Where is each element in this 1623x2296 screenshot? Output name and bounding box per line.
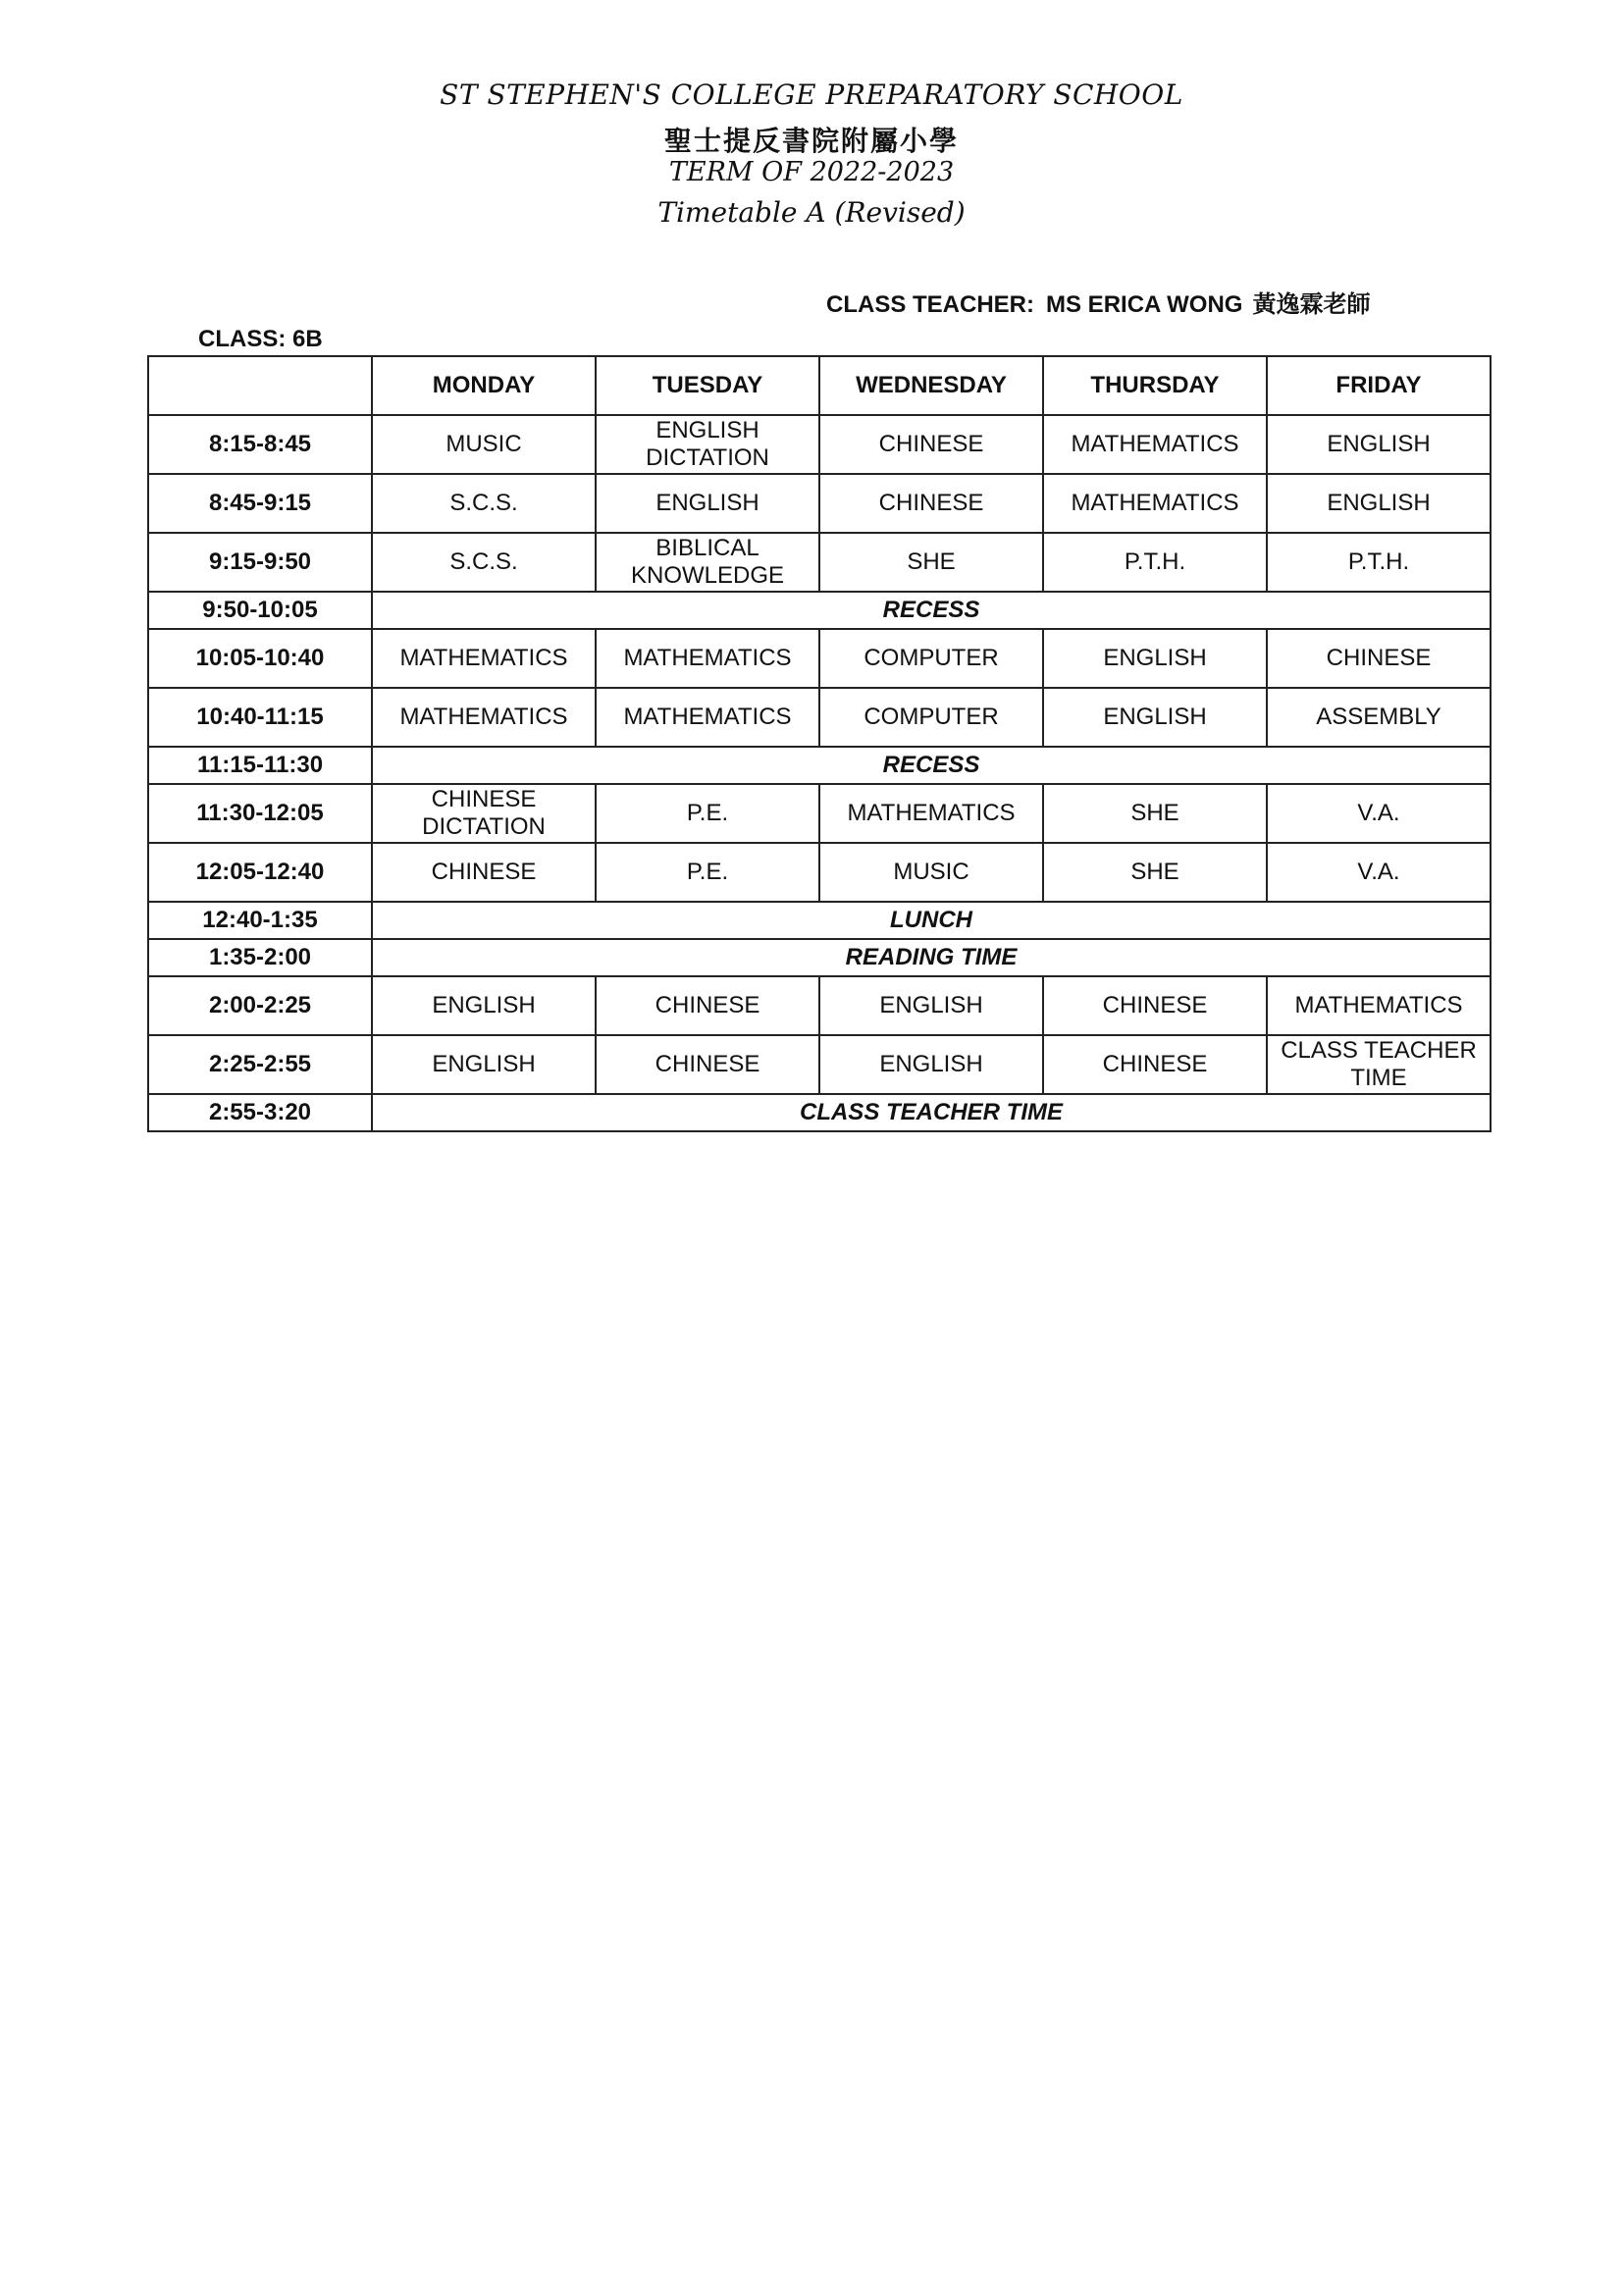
lesson-row (148, 784, 1491, 843)
subject-cell: ENGLISH (372, 1035, 596, 1094)
break-label: RECESS (372, 747, 1491, 784)
class-teacher-name-chinese: 黃逸霖老師 (1252, 289, 1371, 318)
break-label: CLASS TEACHER TIME (372, 1094, 1491, 1131)
subject-cell: ENGLISH (1043, 688, 1267, 747)
school-name-chinese: 聖士提反書院附屬小學 (663, 125, 959, 157)
lesson-row (148, 976, 1491, 1035)
subject-cell: BIBLICAL KNOWLEDGE (596, 533, 819, 592)
subject-cell: P.T.H. (1043, 533, 1267, 592)
subject-cell: ASSEMBLY (1267, 688, 1491, 747)
break-label: RECESS (372, 592, 1491, 629)
time-slot: 2:25-2:55 (148, 1035, 372, 1094)
subject-cell: MATHEMATICS (819, 784, 1043, 843)
day-header: MONDAY (372, 356, 596, 415)
subject-cell: ENGLISH (819, 1035, 1043, 1094)
subject-cell: CHINESE (819, 415, 1043, 474)
lesson-row (148, 474, 1491, 533)
time-slot: 11:30-12:05 (148, 784, 372, 843)
subject-cell: P.T.H. (1267, 533, 1491, 592)
subject-cell: V.A. (1267, 843, 1491, 902)
subject-cell: MATHEMATICS (1043, 474, 1267, 533)
subject-cell: CHINESE (596, 1035, 819, 1094)
lesson-row (148, 533, 1491, 592)
subject-cell: CHINESE (1043, 1035, 1267, 1094)
time-slot: 2:00-2:25 (148, 976, 372, 1035)
subject-cell: CLASS TEACHER TIME (1267, 1035, 1491, 1094)
subject-cell: MATHEMATICS (372, 688, 596, 747)
time-slot: 1:35-2:00 (148, 939, 372, 976)
school-name: ST STEPHEN'S COLLEGE PREPARATORY SCHOOL (440, 78, 1183, 111)
term-label: TERM OF 2022-2023 (668, 157, 955, 187)
subject-cell: ENGLISH (819, 976, 1043, 1035)
break-label: READING TIME (372, 939, 1491, 976)
timetable-body (148, 415, 1491, 1131)
day-header: THURSDAY (1043, 356, 1267, 415)
time-slot: 8:15-8:45 (148, 415, 372, 474)
subject-cell: SHE (819, 533, 1043, 592)
class-teacher-label: CLASS TEACHER: (826, 291, 1035, 318)
subject-cell: V.A. (1267, 784, 1491, 843)
subject-cell: S.C.S. (372, 474, 596, 533)
day-header: TUESDAY (596, 356, 819, 415)
corner-cell (148, 356, 372, 415)
subject-cell: CHINESE (819, 474, 1043, 533)
lesson-row (148, 843, 1491, 902)
subject-cell: COMPUTER (819, 688, 1043, 747)
subject-cell: P.E. (596, 843, 819, 902)
subject-cell: ENGLISH (1267, 474, 1491, 533)
timetable-title: Timetable A (Revised) (657, 196, 966, 229)
time-slot: 9:15-9:50 (148, 533, 372, 592)
break-row (148, 747, 1491, 784)
subject-cell: COMPUTER (819, 629, 1043, 688)
subject-cell: SHE (1043, 784, 1267, 843)
lesson-row (148, 629, 1491, 688)
class-teacher-name: MS ERICA WONG (1046, 291, 1243, 318)
break-row (148, 902, 1491, 939)
subject-cell: MATHEMATICS (1043, 415, 1267, 474)
day-header: WEDNESDAY (819, 356, 1043, 415)
lesson-row (148, 688, 1491, 747)
time-slot: 12:40-1:35 (148, 902, 372, 939)
subject-cell: ENGLISH (596, 474, 819, 533)
day-header: FRIDAY (1267, 356, 1491, 415)
subject-cell: MATHEMATICS (372, 629, 596, 688)
subject-cell: MUSIC (819, 843, 1043, 902)
time-slot: 9:50-10:05 (148, 592, 372, 629)
time-slot: 12:05-12:40 (148, 843, 372, 902)
subject-cell: ENGLISH DICTATION (596, 415, 819, 474)
class-teacher-line (826, 285, 1370, 319)
timetable (147, 355, 1492, 1132)
subject-cell: ENGLISH (1267, 415, 1491, 474)
subject-cell: P.E. (596, 784, 819, 843)
subject-cell: MUSIC (372, 415, 596, 474)
lesson-row (148, 1035, 1491, 1094)
break-label: LUNCH (372, 902, 1491, 939)
time-slot: 10:05-10:40 (148, 629, 372, 688)
subject-cell: ENGLISH (1043, 629, 1267, 688)
time-slot: 8:45-9:15 (148, 474, 372, 533)
subject-cell: ENGLISH (372, 976, 596, 1035)
subject-cell: CHINESE (596, 976, 819, 1035)
subject-cell: S.C.S. (372, 533, 596, 592)
subject-cell: SHE (1043, 843, 1267, 902)
time-slot: 2:55-3:20 (148, 1094, 372, 1131)
subject-cell: CHINESE (1043, 976, 1267, 1035)
subject-cell: MATHEMATICS (596, 629, 819, 688)
lesson-row (148, 415, 1491, 474)
class-label: CLASS: 6B (198, 326, 323, 352)
break-row (148, 1094, 1491, 1131)
time-slot: 11:15-11:30 (148, 747, 372, 784)
break-row (148, 939, 1491, 976)
subject-cell: MATHEMATICS (596, 688, 819, 747)
time-slot: 10:40-11:15 (148, 688, 372, 747)
header-row (148, 356, 1491, 415)
subject-cell: CHINESE (372, 843, 596, 902)
subject-cell: CHINESE DICTATION (372, 784, 596, 843)
break-row (148, 592, 1491, 629)
subject-cell: MATHEMATICS (1267, 976, 1491, 1035)
subject-cell: CHINESE (1267, 629, 1491, 688)
